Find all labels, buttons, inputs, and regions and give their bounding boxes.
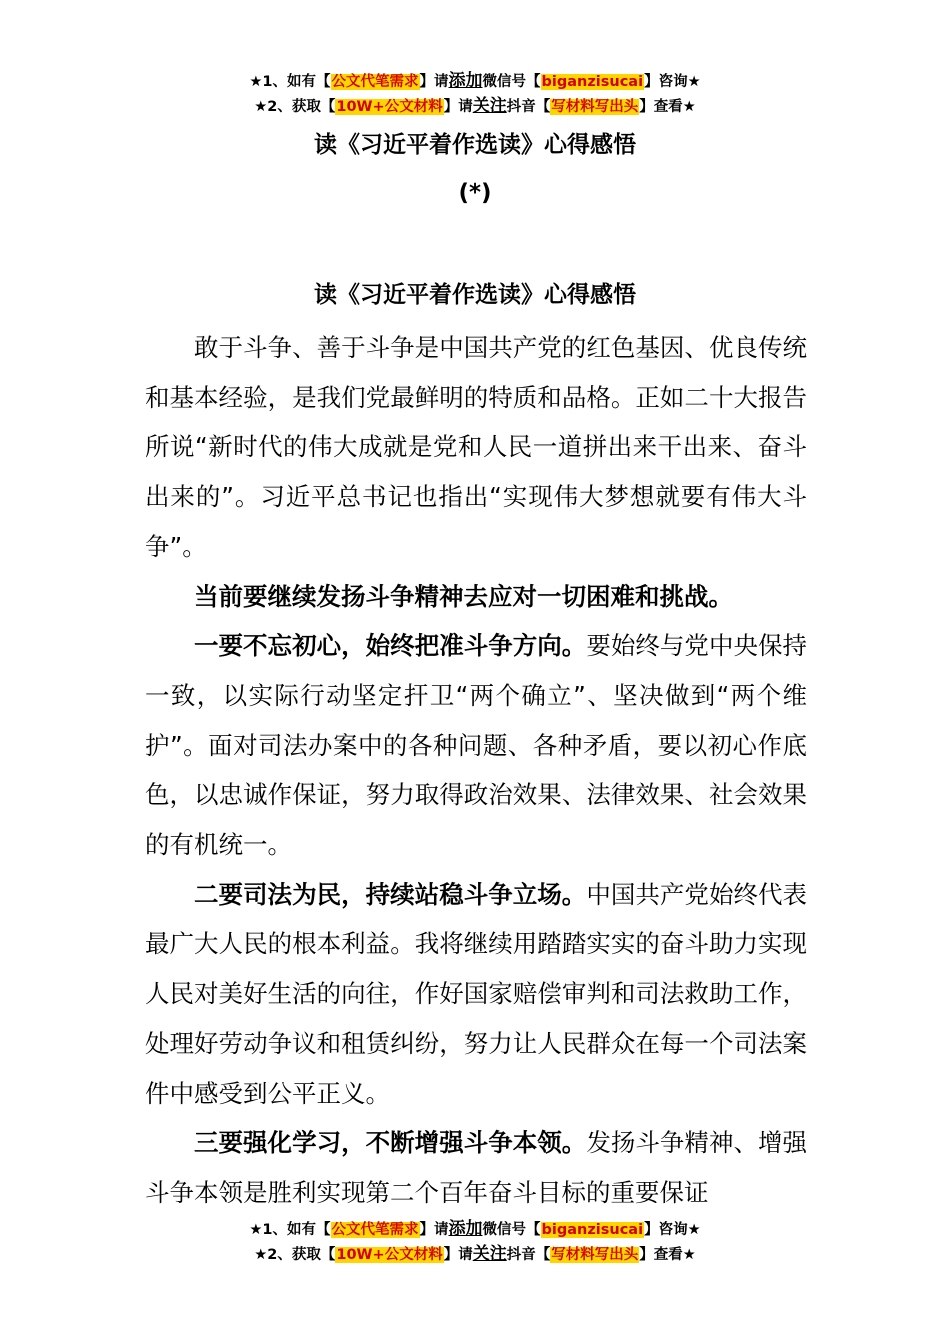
banner-text: 微信号【 <box>482 1222 541 1238</box>
banner-text: 】请 <box>419 74 449 90</box>
banner-text: 】咨询★ <box>644 74 701 90</box>
banner-highlight: 公文代笔需求 <box>331 74 419 90</box>
banner-highlight: biganzisucai <box>541 1222 644 1238</box>
banner-highlight: 写材料写出头 <box>551 1247 639 1263</box>
banner-line-1 <box>0 69 950 94</box>
top-banner <box>0 69 950 119</box>
banner-text: 抖音【 <box>506 1247 551 1263</box>
banner-text: ★2、获取【 <box>254 99 336 115</box>
document-subtitle: (*) <box>458 180 492 206</box>
document-title: 读《习近平着作选读》心得感悟 <box>314 132 636 158</box>
banner-text: 抖音【 <box>506 99 551 115</box>
banner-emphasis: 关注 <box>472 1244 507 1264</box>
banner-text: 】查看★ <box>639 1247 696 1263</box>
paragraph-text: 要始终与党中央保持一致，以实际行动坚定扞卫“两个确立”、坚决做到“两个维护”。面对司法办案中的各种问题、各种矛盾，要以初心作底色，以忠诚作保证，努力取得政治效果、法律效果、社会效果的有机统一。 <box>145 631 808 860</box>
paragraph-text: 敢于斗争、善于斗争是中国共产党的红色基因、优良传统和基本经验，是我们党最鲜明的特质和品格。正如二十大报告所说“新时代的伟大成就是党和人民一道拼出来干出来、奋斗出来的”。习近平总书记也指出“实现伟大梦想就要有伟大斗争”。 <box>145 333 807 561</box>
paragraph-lead: 当前要继续发扬斗争精神去应对一切困难和挑战。 <box>194 581 733 611</box>
paragraph-text: 发扬斗争精神、增强斗争本领是胜利实现第二个百年奋斗目标的重要保证 <box>145 1128 808 1207</box>
banner-emphasis: 添加 <box>448 1219 483 1239</box>
banner-line-1 <box>0 1217 950 1242</box>
banner-line-2 <box>0 94 950 119</box>
banner-highlight: biganzisucai <box>541 74 644 90</box>
paragraph-point-2 <box>145 870 807 1119</box>
paragraph-lead: 一要不忘初心，始终把准斗争方向。 <box>194 631 587 661</box>
banner-text: 】咨询★ <box>644 1222 701 1238</box>
banner-highlight: 写材料写出头 <box>551 99 639 115</box>
banner-text: 】请 <box>443 99 473 115</box>
paragraph-lead: 三要强化学习，不断增强斗争本领。 <box>194 1128 587 1158</box>
banner-text: 】查看★ <box>639 99 696 115</box>
banner-highlight: 公文代笔需求 <box>331 1222 419 1238</box>
banner-highlight: 10W+公文材料 <box>336 99 443 115</box>
banner-text: 】请 <box>443 1247 473 1263</box>
banner-emphasis: 添加 <box>448 71 483 91</box>
banner-text: ★2、获取【 <box>254 1247 336 1263</box>
paragraph-point-3 <box>145 1118 807 1217</box>
section-heading: 读《习近平着作选读》心得感悟 <box>314 282 636 308</box>
banner-highlight: 10W+公文材料 <box>336 1247 443 1263</box>
paragraph-lead: 二要司法为民，持续站稳斗争立场。 <box>194 879 587 909</box>
paragraph-intro <box>145 323 807 572</box>
banner-emphasis: 关注 <box>472 96 507 116</box>
banner-text: ★1、如有【 <box>249 1222 331 1238</box>
banner-text: ★1、如有【 <box>249 74 331 90</box>
banner-text: 微信号【 <box>482 74 541 90</box>
paragraph-point-1 <box>145 621 807 870</box>
bottom-banner <box>0 1217 950 1267</box>
banner-line-2 <box>0 1242 950 1267</box>
paragraph-thesis <box>145 572 807 622</box>
paragraph-text: 中国共产党始终代表最广大人民的根本利益。我将继续用踏踏实实的奋斗助力实现人民对美好生活的向往，作好国家赔偿审判和司法救助工作，处理好劳动争议和租赁纠纷，努力让人民群众在每一个司法案件中感受到公平正义。 <box>145 879 808 1108</box>
banner-text: 】请 <box>419 1222 449 1238</box>
document-body <box>145 323 807 1218</box>
